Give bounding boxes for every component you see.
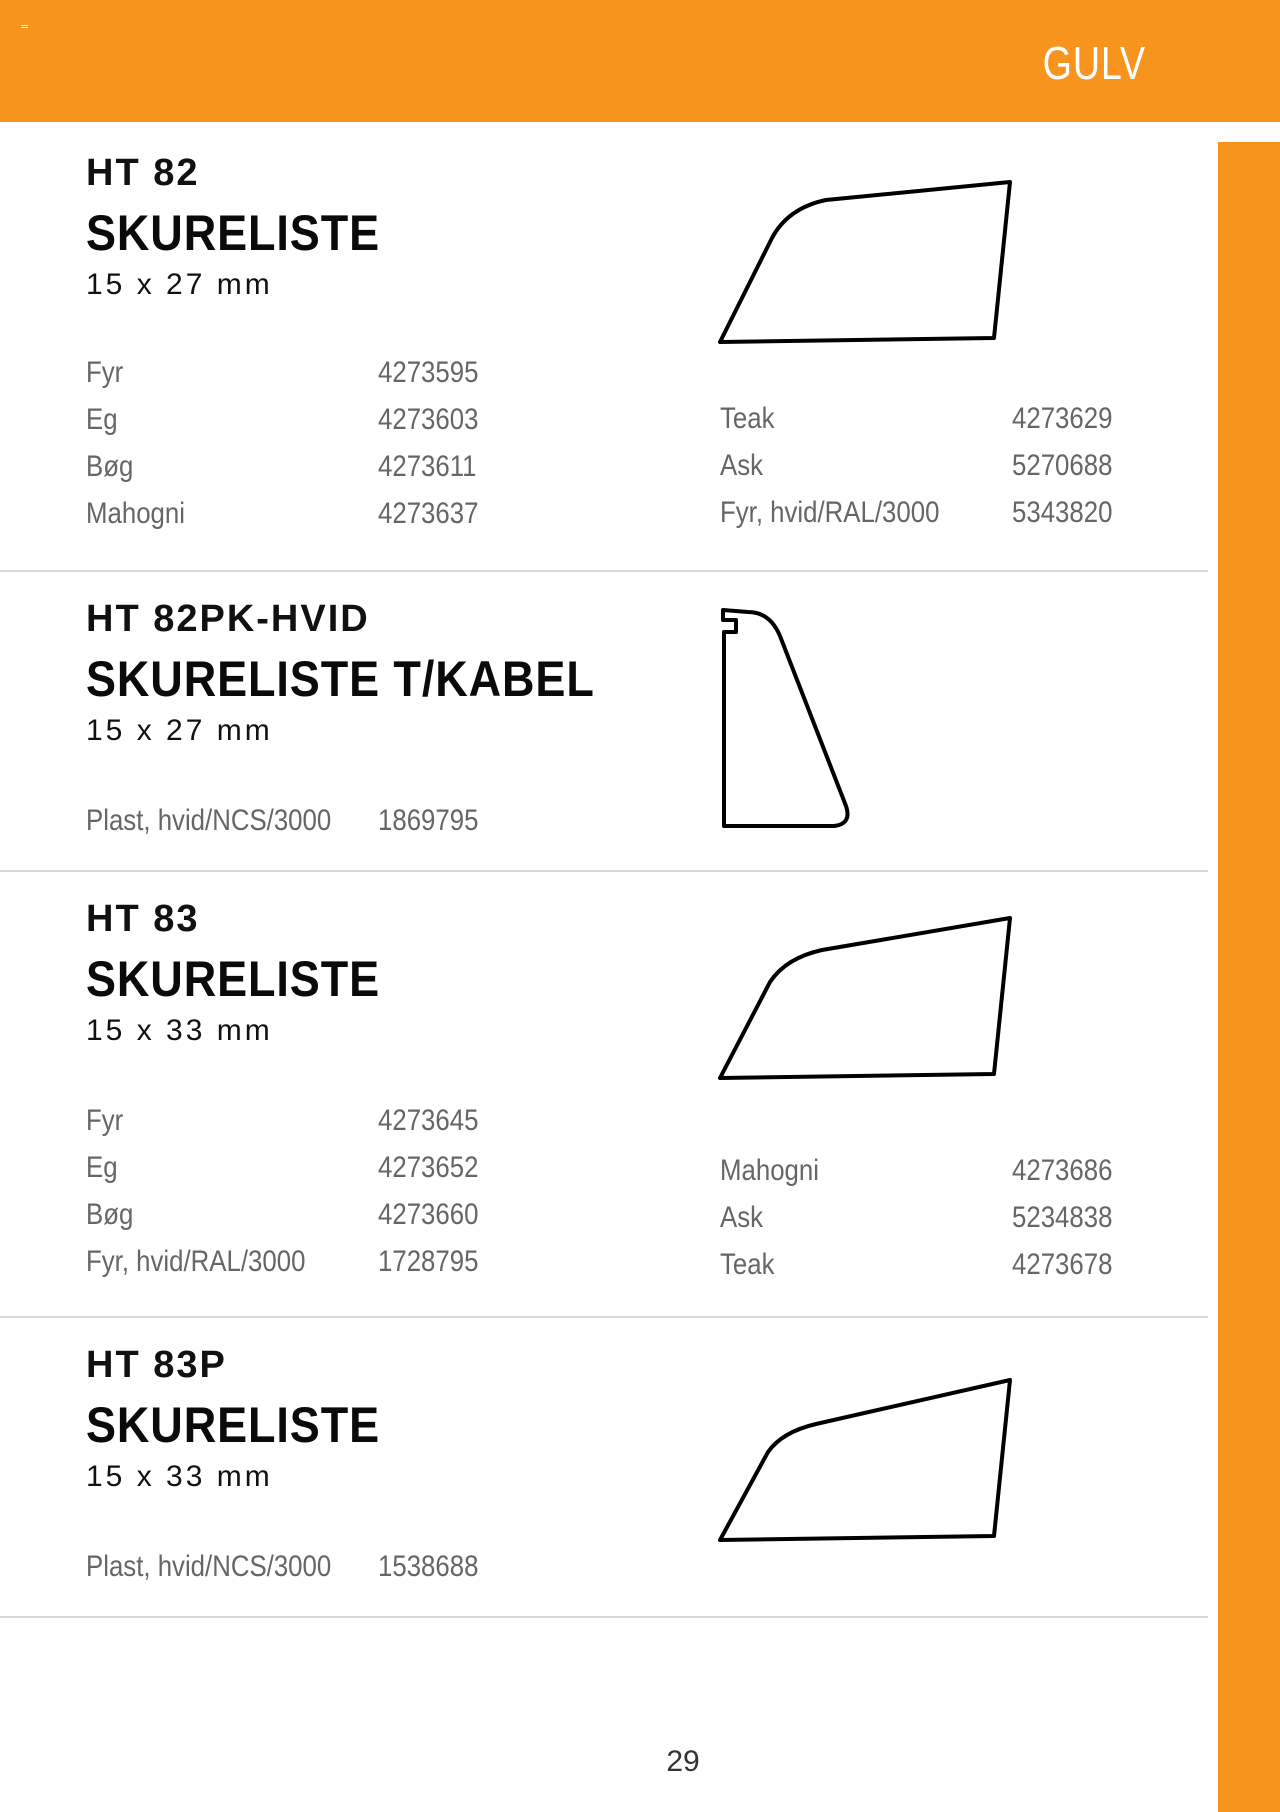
variant-number: 4273611 xyxy=(378,450,477,483)
product-code: HT 83 xyxy=(86,898,200,940)
profile-drawing xyxy=(716,914,1016,1084)
product-section-ht82 xyxy=(0,122,1208,572)
variant-number: 4273603 xyxy=(378,403,479,436)
variant-label: Eg xyxy=(86,1151,118,1184)
product-code: HT 83P xyxy=(86,1344,227,1386)
product-section-ht83p xyxy=(0,1318,1208,1618)
page-number: 29 xyxy=(666,1745,700,1778)
variant-number: 4273678 xyxy=(1012,1248,1113,1281)
profile-drawing xyxy=(716,1376,1016,1546)
side-accent-bar xyxy=(1218,142,1280,1812)
variant-label: Plast, hvid/NCS/3000 xyxy=(86,804,332,837)
variant-label: Fyr xyxy=(86,1104,124,1137)
variant-label: Fyr, hvid/RAL/3000 xyxy=(720,496,940,529)
product-name: SKURELISTE xyxy=(86,1397,381,1453)
product-dimensions: 15 x 27 mm xyxy=(86,268,273,301)
variant-label: Eg xyxy=(86,403,118,436)
variant-label: Teak xyxy=(720,402,775,435)
product-name: SKURELISTE xyxy=(86,205,381,261)
variant-label: Ask xyxy=(720,1201,764,1234)
variant-number: 1728795 xyxy=(378,1245,479,1278)
variant-label: Mahogni xyxy=(86,497,185,530)
variant-label: Teak xyxy=(720,1248,775,1281)
profile-drawing xyxy=(716,178,1016,348)
variant-number: 4273652 xyxy=(378,1151,479,1184)
variant-label: Bøg xyxy=(86,450,134,483)
profile-drawing xyxy=(718,606,858,836)
product-code: HT 82PK-HVID xyxy=(86,598,370,640)
product-dimensions: 15 x 33 mm xyxy=(86,1014,273,1047)
variant-label: Bøg xyxy=(86,1198,134,1231)
variant-number: 4273660 xyxy=(378,1198,479,1231)
page-header xyxy=(0,0,1280,122)
variant-number: 5270688 xyxy=(1012,449,1113,482)
product-code: HT 82 xyxy=(86,152,200,194)
variant-label: Mahogni xyxy=(720,1154,819,1187)
variant-label: Fyr, hvid/RAL/3000 xyxy=(86,1245,306,1278)
logo-mark: = xyxy=(20,20,30,33)
product-section-ht82pk xyxy=(0,572,1208,872)
category-title: GULV xyxy=(1042,37,1146,89)
variant-number: 4273637 xyxy=(378,497,479,530)
variant-number: 1538688 xyxy=(378,1550,479,1583)
product-dimensions: 15 x 27 mm xyxy=(86,714,273,747)
variant-number: 4273595 xyxy=(378,356,479,389)
variant-number: 1869795 xyxy=(378,804,479,837)
variant-number: 4273686 xyxy=(1012,1154,1113,1187)
product-name: SKURELISTE T/KABEL xyxy=(86,651,595,707)
product-name: SKURELISTE xyxy=(86,951,381,1007)
variant-number: 5234838 xyxy=(1012,1201,1113,1234)
product-dimensions: 15 x 33 mm xyxy=(86,1460,273,1493)
variant-number: 5343820 xyxy=(1012,496,1113,529)
variant-label: Fyr xyxy=(86,356,124,389)
variant-number: 4273629 xyxy=(1012,402,1113,435)
variant-label: Ask xyxy=(720,449,764,482)
variant-number: 4273645 xyxy=(378,1104,479,1137)
variant-label: Plast, hvid/NCS/3000 xyxy=(86,1550,332,1583)
product-section-ht83 xyxy=(0,872,1208,1318)
